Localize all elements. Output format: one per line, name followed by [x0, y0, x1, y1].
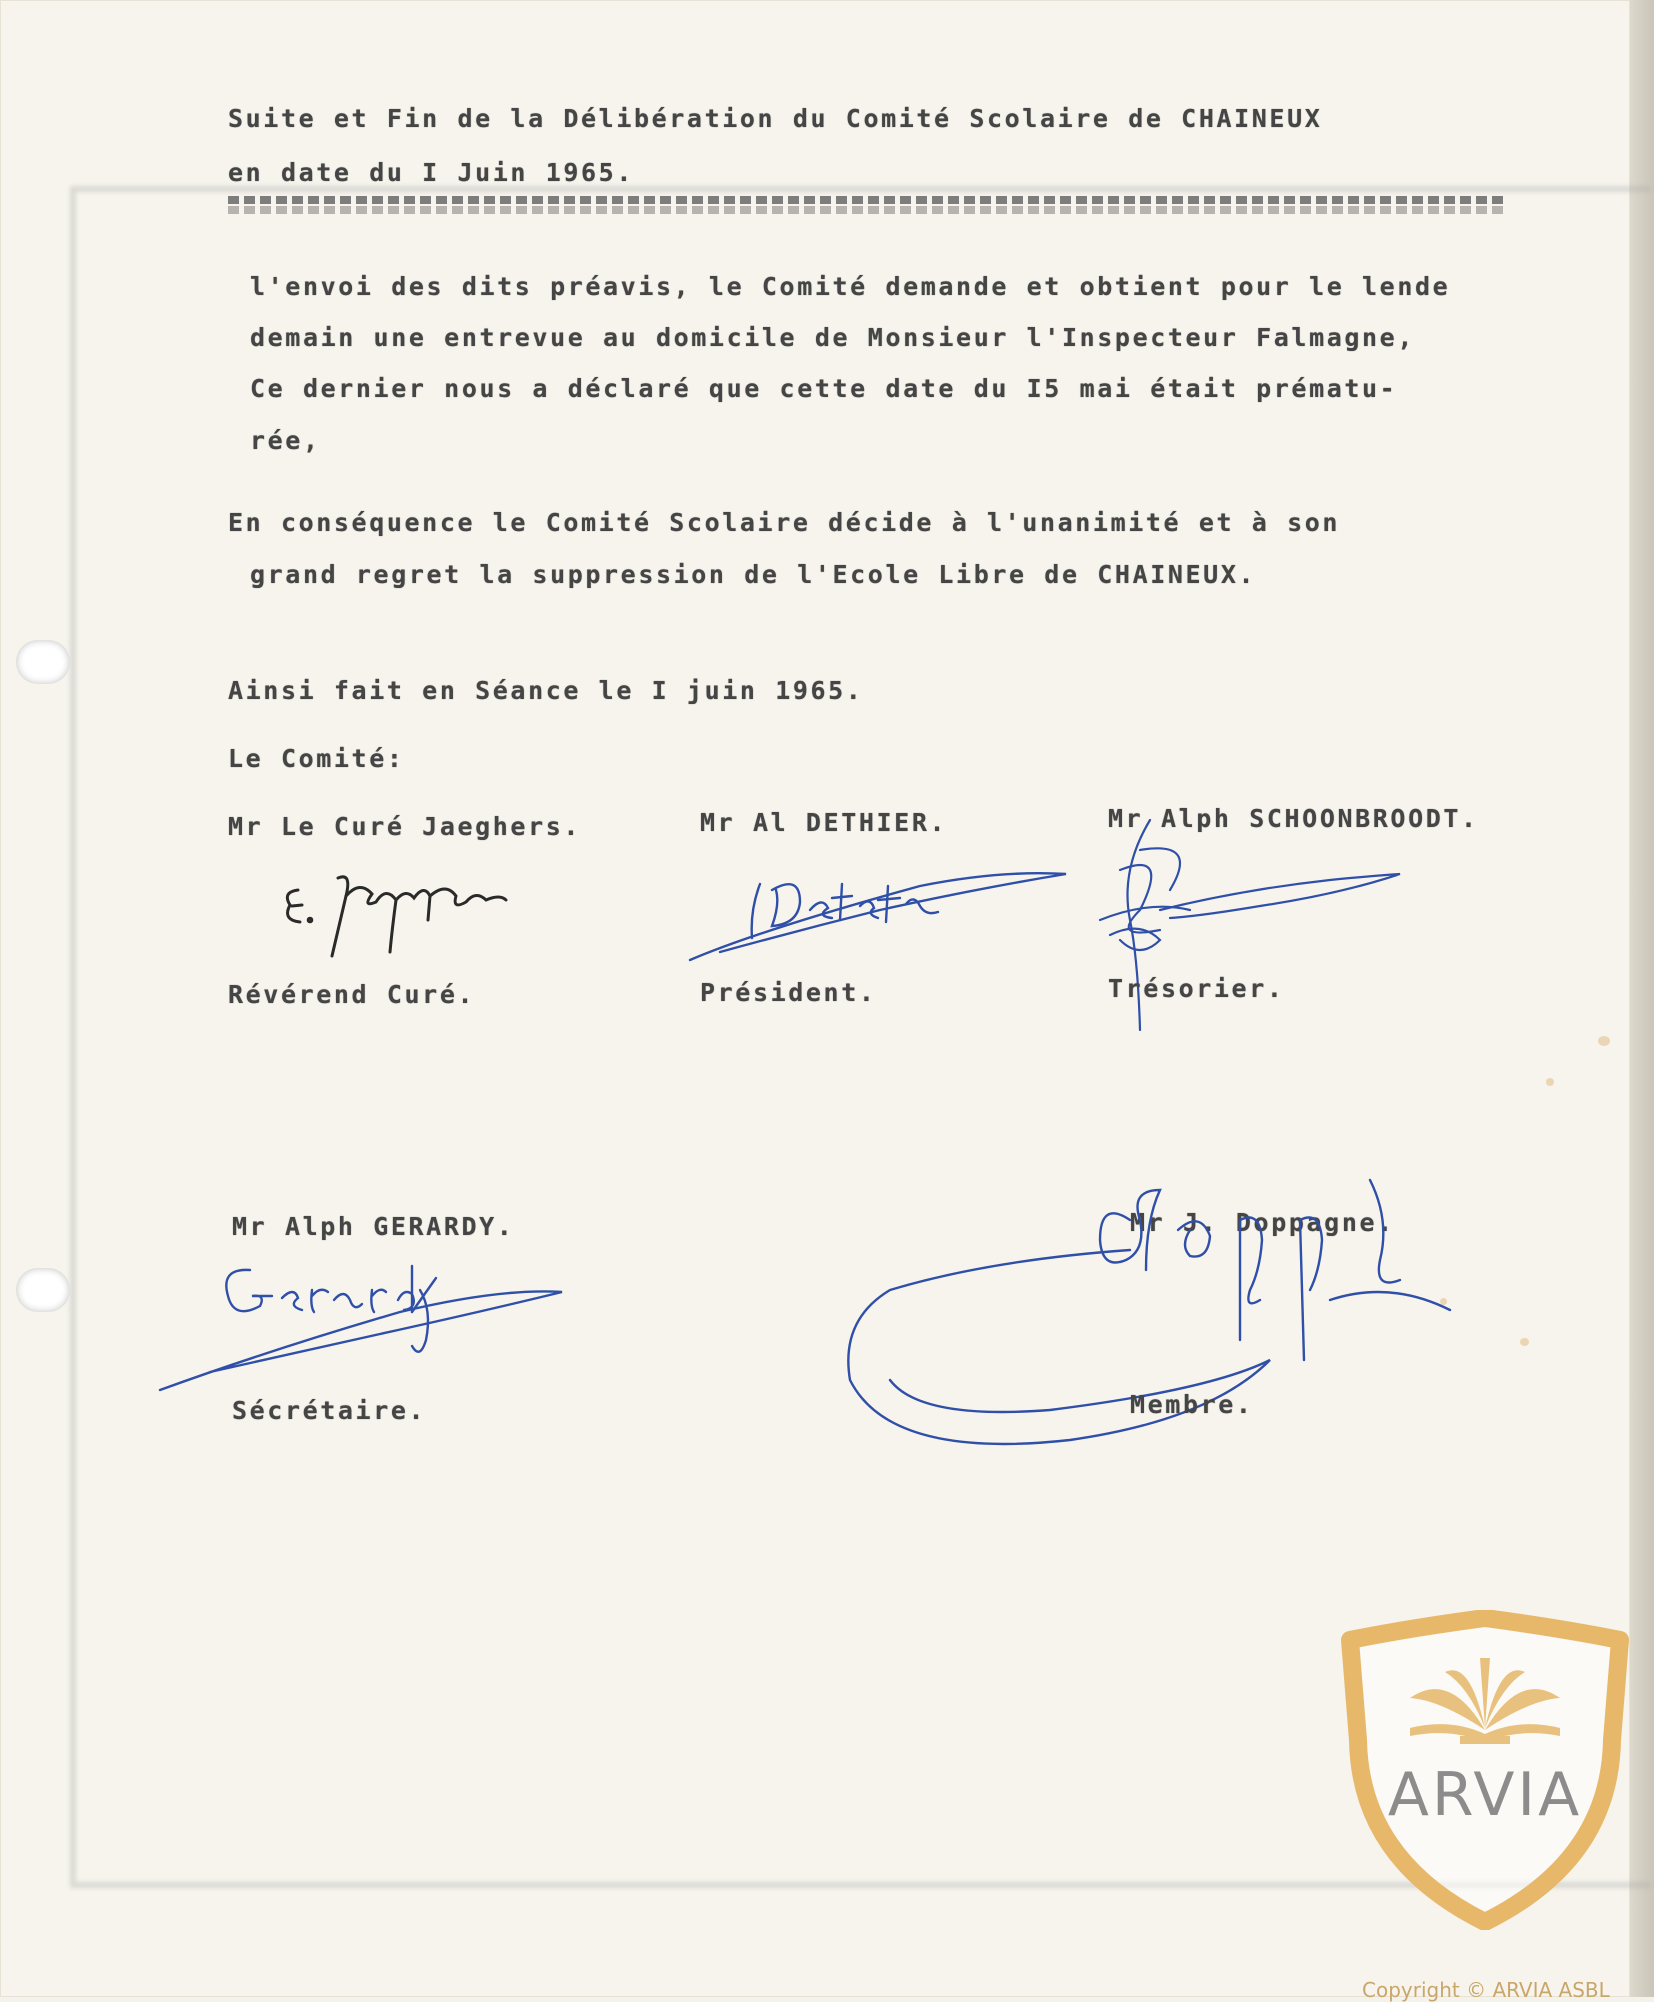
signatory-role-reverend: Révérend Curé. — [228, 980, 476, 1009]
signatory-name-dethier: Mr Al DETHIER. — [700, 808, 948, 837]
signatory-name-jaeghers: Mr Le Curé Jaeghers. — [228, 812, 582, 841]
para1-line4: rée, — [250, 426, 321, 455]
signatory-role-president: Président. — [700, 978, 877, 1007]
punch-hole-top — [16, 640, 70, 684]
committee-label: Le Comité: — [228, 744, 405, 773]
signatory-role-tresorier: Trésorier. — [1108, 974, 1285, 1003]
signature-dethier — [680, 860, 1080, 970]
header-underline-shadow — [228, 206, 1508, 214]
arvia-watermark-logo — [1330, 1610, 1640, 1930]
para2-line1: En conséquence le Comité Scolaire décide à l'unanimité et à son — [228, 508, 1341, 537]
paper-stain — [1546, 1078, 1554, 1086]
header-title-line1: Suite et Fin de la Délibération du Comité Scolaire de CHAINEUX — [228, 104, 1323, 133]
signature-schoonbroodt — [1080, 810, 1420, 1040]
signatory-name-doppagne: Mr J. Doppagne. — [1130, 1208, 1395, 1237]
signatory-name-gerardy: Mr Alph GERARDY. — [232, 1212, 515, 1241]
signatory-name-schoonbroodt: Mr Alph SCHOONBROODT. — [1108, 804, 1479, 833]
signatory-role-membre: Membre. — [1130, 1390, 1254, 1419]
para1-line2: demain une entrevue au domicile de Monsieur l'Inspecteur Falmagne, — [250, 323, 1415, 352]
punch-hole-bottom — [16, 1268, 70, 1312]
para1-line1: l'envoi des dits préavis, le Comité demande et obtient pour le lende — [250, 272, 1451, 301]
paper-stain — [1440, 1298, 1447, 1305]
header-title-line2: en date du I Juin 1965. — [228, 158, 634, 187]
paper-stain — [1598, 1036, 1610, 1046]
header-underline — [228, 196, 1508, 204]
copyright-notice: Copyright © ARVIA ASBL — [1362, 1978, 1610, 2002]
logo-text: ARVIA — [1387, 1760, 1583, 1830]
signature-doppagne — [830, 1160, 1470, 1470]
closing-statement: Ainsi fait en Séance le I juin 1965. — [228, 676, 864, 705]
signatory-role-secretaire: Sécrétaire. — [232, 1396, 427, 1425]
signature-gerardy — [150, 1250, 570, 1400]
para2-line2: grand regret la suppression de l'Ecole Libre de CHAINEUX. — [250, 560, 1257, 589]
paper-stain — [1520, 1338, 1529, 1346]
signature-jaeghers — [280, 860, 600, 970]
para1-line3: Ce dernier nous a déclaré que cette date du I5 mai était prématu- — [250, 374, 1398, 403]
